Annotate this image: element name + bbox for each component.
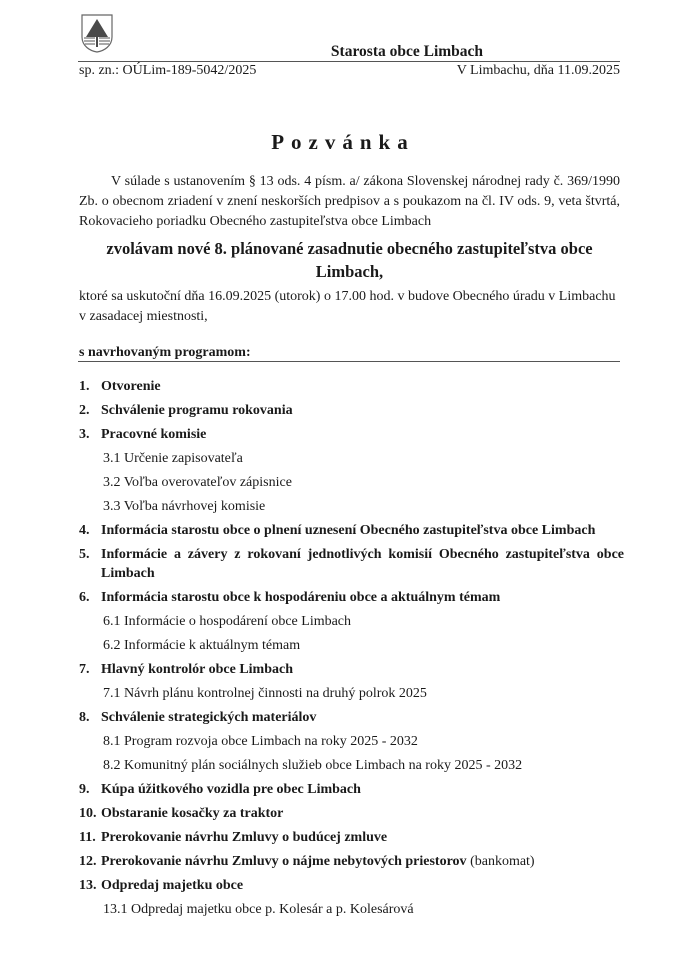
agenda-item-text: Schválenie programu rokovania [101, 403, 293, 418]
document-title: Pozvánka [271, 130, 415, 154]
agenda-item-title [101, 852, 624, 871]
agenda-item [79, 588, 624, 607]
agenda-item-number: 10. [79, 806, 97, 821]
header-divider [78, 61, 620, 62]
agenda-item-text: Odpredaj majetku obce [101, 878, 244, 893]
agenda-subitem: 6.2 Informácie k aktuálnym témam [103, 638, 301, 653]
agenda-item-text: Schválenie strategických materiálov [101, 710, 317, 725]
agenda-item-number: 4. [79, 523, 90, 538]
agenda-subitem: 6.1 Informácie o hospodárení obce Limbach [103, 614, 352, 629]
agenda-subitem: 8.1 Program rozvoja obce Limbach na roky 2025 - 2032 [103, 734, 418, 749]
agenda-subitem: 8.2 Komunitný plán sociálnych služieb obce Limbach na roky 2025 - 2032 [103, 758, 523, 773]
agenda-item [79, 545, 624, 583]
agenda-item-title [101, 780, 624, 799]
agenda-item-number: 2. [79, 403, 90, 418]
agenda-list [79, 377, 624, 924]
agenda-item [79, 708, 624, 727]
reference-number: sp. zn.: OÚLim-189-5042/2025 [79, 63, 257, 78]
agenda-item-text: Informácia starostu obce o plnení uznesení Obecného zastupiteľstva obce Limbach [101, 523, 596, 538]
agenda-item-number: 5. [79, 547, 90, 562]
agenda-item [79, 521, 624, 540]
intro-text: V súlade s ustanovením § 13 ods. 4 písm. a/ zákona Slovenskej národnej rady č. 369/1990 Zb. o obecnom zriadení v znení neskorších predpisov a s poukazom na čl. IV ods. 9, veta štvrtá, Rokovacieho poriadku Obecného zastupiteľstva obce Limbach [79, 174, 620, 229]
agenda-item-text: Hlavný kontrolór obce Limbach [101, 662, 294, 677]
agenda-item-number: 1. [79, 379, 90, 394]
place-and-date: V Limbachu, dňa 11.09.2025 [456, 63, 620, 78]
program-divider [78, 361, 620, 362]
agenda-subitem: 3.3 Voľba návrhovej komisie [103, 499, 266, 514]
agenda-item-text: Informácia starostu obce k hospodáreniu obce a aktuálnym témam [101, 590, 501, 605]
agenda-item-text: Obstaranie kosačky za traktor [101, 806, 284, 821]
agenda-item-text: Pracovné komisie [101, 427, 207, 442]
agenda-item [79, 804, 624, 823]
intro-paragraph [79, 172, 620, 232]
agenda-item-title [101, 876, 624, 895]
agenda-subitem: 3.2 Voľba overovateľov zápisnice [103, 475, 292, 490]
agenda-item-title [101, 545, 624, 583]
agenda-item-title [101, 521, 624, 540]
agenda-item-number: 11. [79, 830, 96, 845]
agenda-item-text: Prerokovanie návrhu Zmluvy o budúcej zmluve [101, 830, 388, 845]
agenda-item [79, 401, 624, 420]
program-label: s navrhovaným programom: [79, 345, 251, 360]
agenda-item-title [101, 804, 624, 823]
agenda-item-text: Kúpa úžitkového vozidla pre obec Limbach [101, 782, 361, 797]
meeting-details: ktoré sa uskutoční dňa 16.09.2025 (utorok) o 17.00 hod. v budove Obecného úradu v Limbachu v zasadacej miestnosti, [79, 289, 616, 324]
agenda-item-number: 3. [79, 427, 90, 442]
convene-statement: zvolávam nové 8. plánované zasadnutie obecného zastupiteľstva obce Limbach, [106, 239, 593, 281]
agenda-item [79, 780, 624, 799]
agenda-item-text: Otvorenie [101, 379, 161, 394]
agenda-item [79, 828, 624, 847]
agenda-item-title [101, 828, 624, 847]
agenda-item [79, 876, 624, 895]
agenda-item-number: 6. [79, 590, 90, 605]
agenda-item [79, 660, 624, 679]
agenda-item-text: Prerokovanie návrhu Zmluvy o nájme nebytových priestorov [101, 854, 467, 869]
agenda-item-title [101, 377, 624, 396]
agenda-item-title [101, 588, 624, 607]
header-title: Starosta obce Limbach [330, 43, 484, 60]
agenda-subitem: 3.1 Určenie zapisovateľa [103, 451, 243, 466]
agenda-item-title [101, 660, 624, 679]
agenda-item-number: 9. [79, 782, 90, 797]
agenda-item-number: 7. [79, 662, 90, 677]
agenda-item-text: Informácie a závery z rokovaní jednotlivých komisií Obecného zastupiteľstva obce Limbach [101, 547, 624, 581]
agenda-item-number: 8. [79, 710, 90, 725]
agenda-item-number: 13. [79, 878, 97, 893]
agenda-subitem: 7.1 Návrh plánu kontrolnej činnosti na druhý polrok 2025 [103, 686, 427, 701]
agenda-item-note: (bankomat) [466, 854, 535, 869]
agenda-item [79, 377, 624, 396]
agenda-subitem: 13.1 Odpredaj majetku obce p. Kolesár a p. Kolesárová [103, 902, 414, 917]
agenda-item-number: 12. [79, 854, 97, 869]
agenda-item-title [101, 401, 624, 420]
agenda-item [79, 425, 624, 444]
agenda-item-title [101, 425, 624, 444]
agenda-item [79, 852, 624, 871]
agenda-item-title [101, 708, 624, 727]
